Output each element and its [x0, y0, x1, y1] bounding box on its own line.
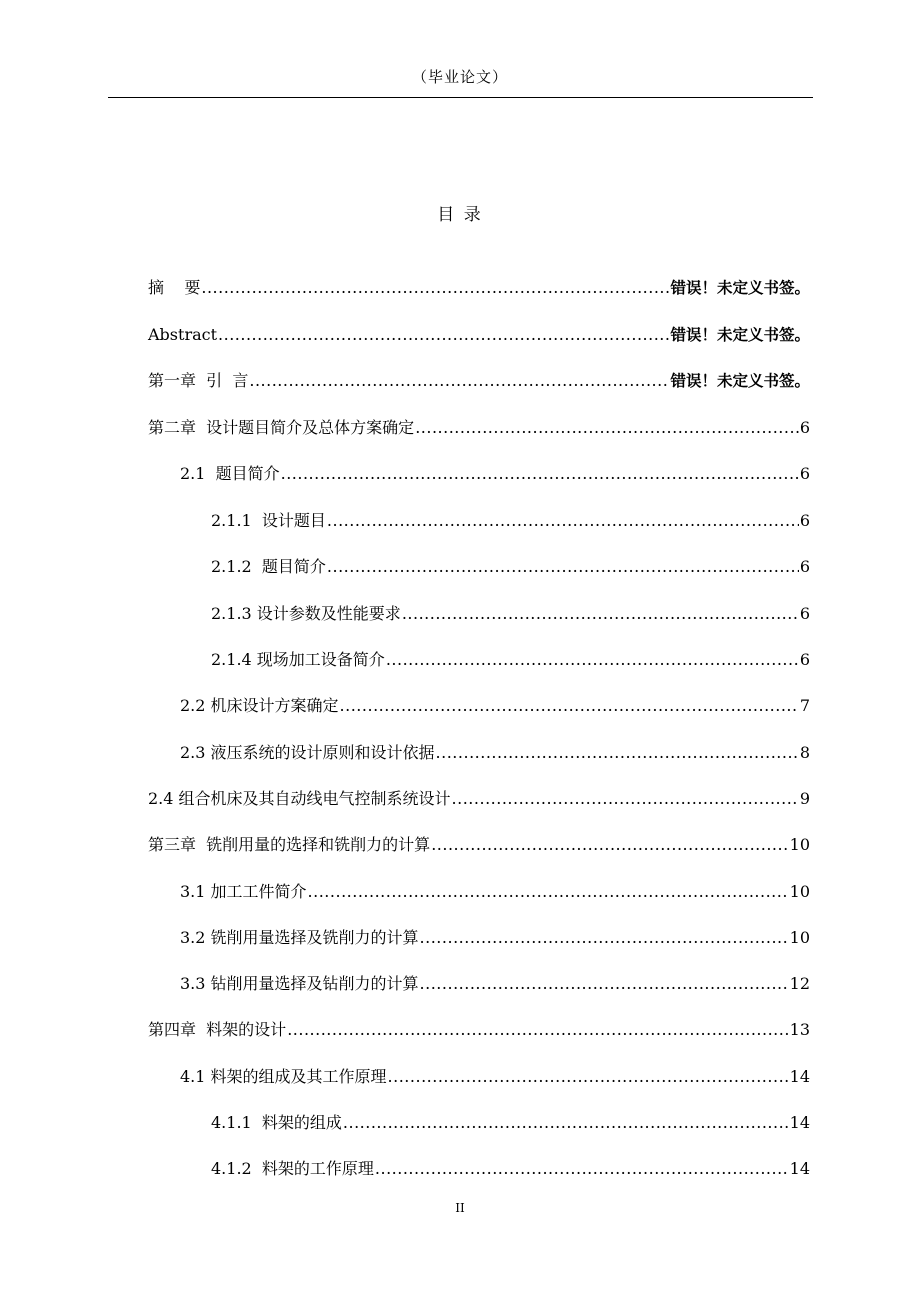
toc-entry-page: 8 [799, 743, 810, 762]
toc-entry-page: 13 [789, 1020, 810, 1039]
toc-entry[interactable] [211, 648, 810, 672]
toc-leader-dots [308, 880, 789, 904]
toc-entry-page: 14 [789, 1113, 810, 1132]
toc-entry[interactable] [180, 1065, 810, 1089]
toc-entry-label: 2.4 组合机床及其自动线电气控制系统设计 [148, 789, 451, 808]
toc-leader-dots [343, 1111, 789, 1135]
toc-entry-label: 第四章 料架的设计 [148, 1020, 287, 1039]
toc-entry-page: 9 [799, 789, 810, 808]
toc-leader-dots [327, 555, 799, 579]
toc-entry-page: 14 [789, 1067, 810, 1086]
toc-entry-page: 错误！未定义书签。 [670, 372, 810, 390]
toc-entry-page: 12 [789, 974, 810, 993]
toc-entry-page: 10 [789, 835, 810, 854]
toc-entry-label: 第三章 铣削用量的选择和铣削力的计算 [148, 835, 431, 854]
toc-leader-dots [388, 1065, 789, 1089]
toc-entry[interactable] [180, 972, 810, 996]
toc-entry-label: 摘 要 [148, 278, 201, 297]
toc-entry-page: 10 [789, 882, 810, 901]
toc-entry-label: 3.3 钻削用量选择及钻削力的计算 [180, 974, 419, 993]
toc-entry[interactable] [211, 602, 810, 626]
toc-entry-label: 2.1 题目简介 [180, 464, 280, 483]
toc-entry-page: 6 [799, 650, 810, 669]
toc-entry-page: 6 [799, 557, 810, 576]
toc-leader-dots [436, 741, 799, 765]
toc-entry-page: 错误！未定义书签。 [670, 326, 810, 344]
toc-entry[interactable] [148, 1018, 810, 1042]
toc-leader-dots [452, 787, 799, 811]
toc-entry[interactable] [148, 416, 810, 440]
toc-entry-label: 2.3 液压系统的设计原则和设计依据 [180, 743, 435, 762]
toc-entry[interactable] [148, 787, 810, 811]
toc-entry[interactable] [211, 509, 810, 533]
toc-leader-dots [281, 462, 799, 486]
toc-leader-dots [386, 648, 799, 672]
toc-entry-page: 6 [799, 604, 810, 623]
toc-entry-label: 2.1.4 现场加工设备简介 [211, 650, 385, 669]
toc-entry[interactable] [211, 1111, 810, 1135]
toc-entry-label: Abstract [148, 325, 218, 344]
toc-entry[interactable] [148, 323, 810, 347]
header-rule [108, 97, 813, 98]
toc-leader-dots [249, 369, 669, 393]
toc-entry[interactable] [180, 926, 810, 950]
toc-leader-dots [287, 1018, 788, 1042]
toc-entry-label: 2.1.3 设计参数及性能要求 [211, 604, 401, 623]
toc-entry[interactable] [180, 694, 810, 718]
toc-entry-page: 7 [799, 696, 810, 715]
toc-entry[interactable] [180, 880, 810, 904]
toc-entry-page: 10 [789, 928, 810, 947]
toc-leader-dots [327, 509, 799, 533]
toc-entry-label: 2.1.1 设计题目 [211, 511, 326, 530]
toc-leader-dots [340, 694, 799, 718]
toc-entry-page: 6 [799, 418, 810, 437]
toc-entry-page: 14 [789, 1159, 810, 1178]
toc-entry-page: 错误！未定义书签。 [670, 279, 810, 297]
toc-entry-label: 3.2 铣削用量选择及铣削力的计算 [180, 928, 419, 947]
toc-leader-dots [420, 972, 789, 996]
toc-entry[interactable] [211, 555, 810, 579]
page-number: II [455, 1201, 465, 1215]
toc-entry-label: 第一章 引 言 [148, 371, 249, 390]
toc-title: 目 录 [437, 205, 483, 225]
toc-entry-label: 4.1.2 料架的工作原理 [211, 1159, 374, 1178]
toc-entry-page: 6 [799, 511, 810, 530]
toc-leader-dots [420, 926, 789, 950]
page-header-title: （毕业论文） [411, 68, 508, 86]
toc-entry[interactable] [211, 1157, 810, 1181]
toc-entry[interactable] [180, 462, 810, 486]
toc-entry-label: 4.1 料架的组成及其工作原理 [180, 1067, 387, 1086]
toc-entry-label: 3.1 加工工件简介 [180, 882, 307, 901]
toc-leader-dots [375, 1157, 789, 1181]
toc-entry[interactable] [148, 276, 810, 300]
toc-leader-dots [218, 323, 669, 347]
toc-leader-dots [402, 602, 799, 626]
toc-leader-dots [201, 276, 669, 300]
toc-entry[interactable] [148, 833, 810, 857]
toc-leader-dots [415, 416, 799, 440]
toc-entry-label: 第二章 设计题目简介及总体方案确定 [148, 418, 415, 437]
toc-entry[interactable] [148, 369, 810, 393]
toc-entry-label: 2.1.2 题目简介 [211, 557, 326, 576]
toc-entry[interactable] [180, 741, 810, 765]
toc-leader-dots [431, 833, 788, 857]
toc-entry-label: 2.2 机床设计方案确定 [180, 696, 339, 715]
toc-entry-label: 4.1.1 料架的组成 [211, 1113, 342, 1132]
toc-entry-page: 6 [799, 464, 810, 483]
